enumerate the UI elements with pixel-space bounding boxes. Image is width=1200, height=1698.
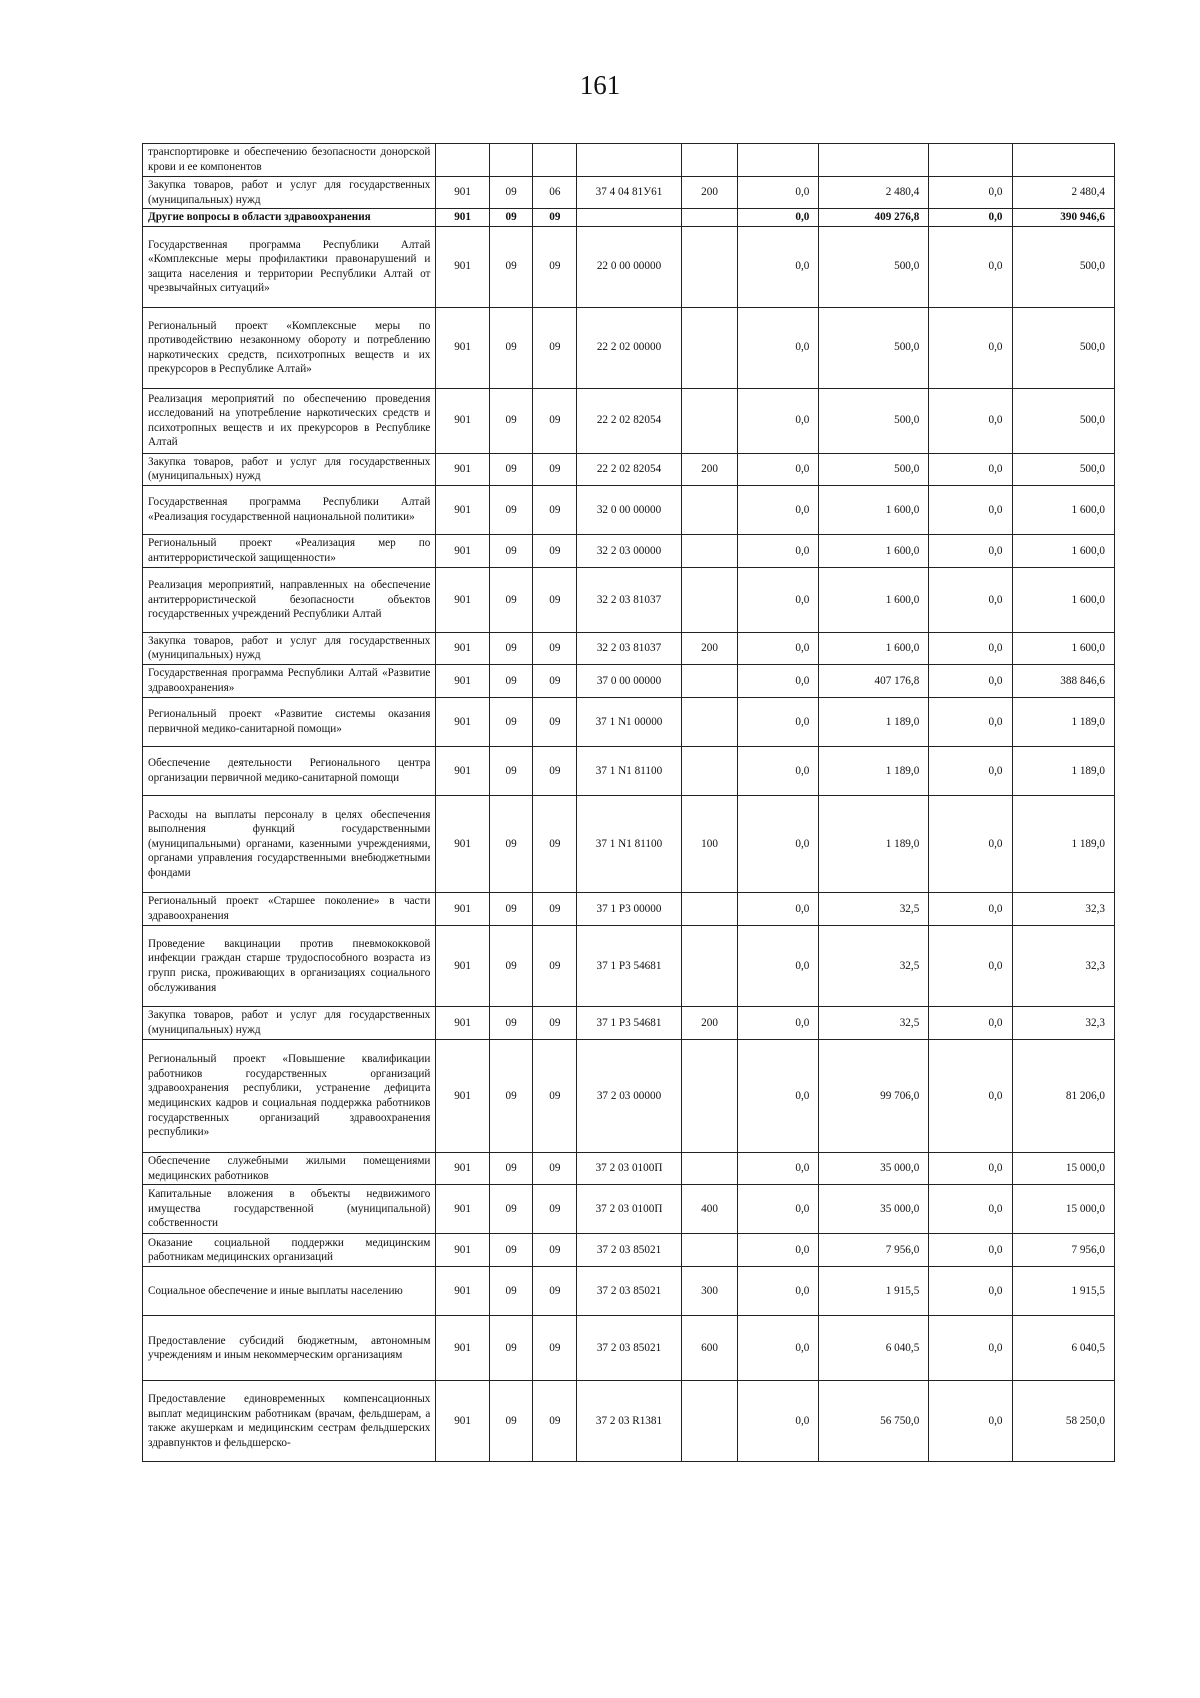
table-row: [143, 746, 1115, 795]
subsection-code: 09: [533, 534, 577, 567]
target-article-code: 37 2 03 0100П: [577, 1185, 682, 1234]
target-article-code: 22 2 02 82054: [577, 453, 682, 485]
ministry-code: 901: [436, 1267, 489, 1316]
table-body: [143, 144, 1115, 1462]
target-article-code: 22 0 00 00000: [577, 226, 682, 307]
row-name: Региональный проект «Развитие системы оказания первичной медико-санитарной помощи»: [143, 697, 436, 746]
amount-col-2: 1 600,0: [819, 485, 929, 534]
section-code: 09: [489, 388, 533, 453]
row-name: Другие вопросы в области здравоохранения: [143, 209, 436, 227]
ministry-code: 901: [436, 1234, 489, 1267]
ministry-code: [436, 144, 489, 177]
amount-col-1: 0,0: [738, 1039, 819, 1152]
expense-type-code: 300: [681, 1267, 738, 1316]
amount-col-3: 0,0: [929, 632, 1012, 664]
amount-col-3: 0,0: [929, 892, 1012, 925]
subsection-code: 09: [533, 388, 577, 453]
target-article-code: 37 2 03 85021: [577, 1316, 682, 1381]
amount-col-2: [819, 144, 929, 177]
table-row: [143, 388, 1115, 453]
subsection-code: [533, 144, 577, 177]
ministry-code: 901: [436, 177, 489, 209]
target-article-code: 32 0 00 00000: [577, 485, 682, 534]
amount-col-4: 500,0: [1012, 226, 1115, 307]
amount-col-3: 0,0: [929, 1381, 1012, 1462]
amount-col-4: 7 956,0: [1012, 1234, 1115, 1267]
subsection-code: 09: [533, 307, 577, 388]
amount-col-4: 1 600,0: [1012, 567, 1115, 632]
amount-col-1: 0,0: [738, 1381, 819, 1462]
row-name: Реализация мероприятий по обеспечению проведения исследований на употребление наркотических средств и психотропных веществ и их прекурсоров в Республике Алтай: [143, 388, 436, 453]
expense-type-code: 400: [681, 1185, 738, 1234]
amount-col-3: 0,0: [929, 534, 1012, 567]
expense-type-code: [681, 1152, 738, 1184]
amount-col-3: 0,0: [929, 1039, 1012, 1152]
row-name: Закупка товаров, работ и услуг для государственных (муниципальных) нужд: [143, 1006, 436, 1039]
amount-col-3: 0,0: [929, 177, 1012, 209]
expense-type-code: [681, 697, 738, 746]
table-row: [143, 1316, 1115, 1381]
table-row: [143, 567, 1115, 632]
amount-col-4: 500,0: [1012, 388, 1115, 453]
ministry-code: 901: [436, 534, 489, 567]
amount-col-1: 0,0: [738, 664, 819, 697]
amount-col-1: 0,0: [738, 892, 819, 925]
amount-col-4: 1 189,0: [1012, 697, 1115, 746]
amount-col-3: 0,0: [929, 485, 1012, 534]
target-article-code: 37 2 03 0100П: [577, 1152, 682, 1184]
amount-col-1: [738, 144, 819, 177]
amount-col-1: 0,0: [738, 746, 819, 795]
target-article-code: 37 1 P3 00000: [577, 892, 682, 925]
amount-col-2: 500,0: [819, 388, 929, 453]
row-name: Оказание социальной поддержки медицинским работникам медицинских организаций: [143, 1234, 436, 1267]
row-name: Закупка товаров, работ и услуг для государственных (муниципальных) нужд: [143, 177, 436, 209]
table-row: [143, 485, 1115, 534]
section-code: 09: [489, 795, 533, 892]
section-code: 09: [489, 307, 533, 388]
table-row: [143, 1152, 1115, 1184]
row-name: Социальное обеспечение и иные выплаты населению: [143, 1267, 436, 1316]
table-row: [143, 892, 1115, 925]
amount-col-3: 0,0: [929, 697, 1012, 746]
amount-col-4: 500,0: [1012, 307, 1115, 388]
ministry-code: 901: [436, 746, 489, 795]
section-code: 09: [489, 697, 533, 746]
amount-col-4: 1 600,0: [1012, 632, 1115, 664]
row-name: Расходы на выплаты персоналу в целях обеспечения выполнения функций государственными (муниципальными) органами, казенными учреждениями, органами управления государственными внебюджетными фондами: [143, 795, 436, 892]
amount-col-2: 1 600,0: [819, 632, 929, 664]
target-article-code: 37 0 00 00000: [577, 664, 682, 697]
section-code: 09: [489, 567, 533, 632]
amount-col-2: 1 915,5: [819, 1267, 929, 1316]
ministry-code: 901: [436, 925, 489, 1006]
target-article-code: 32 2 03 81037: [577, 632, 682, 664]
row-name: транспортировке и обеспечению безопасности донорской крови и ее компонентов: [143, 144, 436, 177]
section-code: 09: [489, 746, 533, 795]
section-code: 09: [489, 1152, 533, 1184]
amount-col-1: 0,0: [738, 1185, 819, 1234]
amount-col-4: 15 000,0: [1012, 1185, 1115, 1234]
amount-col-3: 0,0: [929, 1316, 1012, 1381]
subsection-code: 09: [533, 1152, 577, 1184]
amount-col-2: 99 706,0: [819, 1039, 929, 1152]
target-article-code: 37 2 03 85021: [577, 1267, 682, 1316]
amount-col-3: 0,0: [929, 1267, 1012, 1316]
ministry-code: 901: [436, 664, 489, 697]
subsection-code: 09: [533, 632, 577, 664]
expense-type-code: 100: [681, 795, 738, 892]
ministry-code: 901: [436, 1381, 489, 1462]
amount-col-3: 0,0: [929, 567, 1012, 632]
subsection-code: 09: [533, 795, 577, 892]
ministry-code: 901: [436, 1185, 489, 1234]
section-code: 09: [489, 177, 533, 209]
subsection-code: 09: [533, 697, 577, 746]
subsection-code: 09: [533, 485, 577, 534]
expense-type-code: [681, 209, 738, 227]
amount-col-1: 0,0: [738, 567, 819, 632]
subsection-code: 09: [533, 1316, 577, 1381]
table-row: [143, 1039, 1115, 1152]
amount-col-2: 1 189,0: [819, 697, 929, 746]
amount-col-3: 0,0: [929, 209, 1012, 227]
subsection-code: 09: [533, 1267, 577, 1316]
amount-col-4: 390 946,6: [1012, 209, 1115, 227]
target-article-code: 37 2 03 00000: [577, 1039, 682, 1152]
section-code: 09: [489, 226, 533, 307]
amount-col-2: 500,0: [819, 226, 929, 307]
section-code: 09: [489, 1316, 533, 1381]
expense-type-code: 200: [681, 632, 738, 664]
amount-col-4: 32,3: [1012, 925, 1115, 1006]
ministry-code: 901: [436, 1152, 489, 1184]
section-code: 09: [489, 1039, 533, 1152]
target-article-code: 37 2 03 85021: [577, 1234, 682, 1267]
row-name: Региональный проект «Повышение квалификации работников государственных организаций здравоохранения республики, устранение дефицита медицинских кадров и социальная поддержка работников государственных организаций здравоохранения республики»: [143, 1039, 436, 1152]
row-name: Закупка товаров, работ и услуг для государственных (муниципальных) нужд: [143, 453, 436, 485]
amount-col-3: 0,0: [929, 925, 1012, 1006]
target-article-code: 32 2 03 81037: [577, 567, 682, 632]
amount-col-1: 0,0: [738, 1316, 819, 1381]
ministry-code: 901: [436, 453, 489, 485]
row-name: Государственная программа Республики Алтай «Реализация государственной национальной политики»: [143, 485, 436, 534]
expense-type-code: 200: [681, 1006, 738, 1039]
table-row: [143, 226, 1115, 307]
amount-col-1: 0,0: [738, 795, 819, 892]
target-article-code: 32 2 03 00000: [577, 534, 682, 567]
amount-col-2: 6 040,5: [819, 1316, 929, 1381]
ministry-code: 901: [436, 1006, 489, 1039]
amount-col-1: 0,0: [738, 226, 819, 307]
amount-col-4: 1 189,0: [1012, 746, 1115, 795]
ministry-code: 901: [436, 485, 489, 534]
expense-type-code: [681, 485, 738, 534]
expense-type-code: [681, 925, 738, 1006]
expense-type-code: [681, 567, 738, 632]
subsection-code: 09: [533, 567, 577, 632]
amount-col-1: 0,0: [738, 1267, 819, 1316]
table-row: [143, 1267, 1115, 1316]
row-name: Государственная программа Республики Алтай «Развитие здравоохранения»: [143, 664, 436, 697]
expense-type-code: 200: [681, 453, 738, 485]
table-row: [143, 632, 1115, 664]
amount-col-3: [929, 144, 1012, 177]
ministry-code: 901: [436, 567, 489, 632]
table-row: [143, 795, 1115, 892]
table-row: [143, 177, 1115, 209]
row-name: Проведение вакцинации против пневмококковой инфекции граждан старше трудоспособного возраста из групп риска, проживающих в организациях социального обслуживания: [143, 925, 436, 1006]
amount-col-3: 0,0: [929, 307, 1012, 388]
expense-type-code: [681, 144, 738, 177]
table-row: [143, 144, 1115, 177]
amount-col-2: 500,0: [819, 453, 929, 485]
target-article-code: [577, 144, 682, 177]
section-code: 09: [489, 453, 533, 485]
amount-col-2: 56 750,0: [819, 1381, 929, 1462]
section-code: 09: [489, 1267, 533, 1316]
target-article-code: 37 1 P3 54681: [577, 925, 682, 1006]
page-number: 161: [579, 70, 621, 100]
amount-col-4: 1 600,0: [1012, 485, 1115, 534]
row-name: Обеспечение служебными жилыми помещениями медицинских работников: [143, 1152, 436, 1184]
target-article-code: [577, 209, 682, 227]
amount-col-2: 2 480,4: [819, 177, 929, 209]
section-code: 09: [489, 534, 533, 567]
target-article-code: 37 1 N1 00000: [577, 697, 682, 746]
section-code: 09: [489, 485, 533, 534]
amount-col-1: 0,0: [738, 534, 819, 567]
amount-col-3: 0,0: [929, 388, 1012, 453]
subsection-code: 09: [533, 453, 577, 485]
section-code: 09: [489, 1234, 533, 1267]
section-code: 09: [489, 1185, 533, 1234]
subsection-code: 09: [533, 746, 577, 795]
amount-col-4: 6 040,5: [1012, 1316, 1115, 1381]
target-article-code: 37 1 N1 81100: [577, 795, 682, 892]
amount-col-4: 500,0: [1012, 453, 1115, 485]
ministry-code: 901: [436, 1316, 489, 1381]
subsection-code: 09: [533, 664, 577, 697]
amount-col-2: 35 000,0: [819, 1152, 929, 1184]
subsection-code: 09: [533, 1234, 577, 1267]
expense-type-code: [681, 746, 738, 795]
expense-type-code: [681, 388, 738, 453]
amount-col-2: 409 276,8: [819, 209, 929, 227]
amount-col-1: 0,0: [738, 697, 819, 746]
target-article-code: 37 1 N1 81100: [577, 746, 682, 795]
amount-col-1: 0,0: [738, 177, 819, 209]
amount-col-1: 0,0: [738, 388, 819, 453]
expense-type-code: [681, 892, 738, 925]
amount-col-2: 32,5: [819, 1006, 929, 1039]
section-code: 09: [489, 209, 533, 227]
table-row: [143, 453, 1115, 485]
row-name: Реализация мероприятий, направленных на обеспечение антитеррористической безопасности объектов государственных учреждений Республики Алтай: [143, 567, 436, 632]
amount-col-3: 0,0: [929, 1152, 1012, 1184]
amount-col-2: 32,5: [819, 892, 929, 925]
amount-col-3: 0,0: [929, 1185, 1012, 1234]
amount-col-4: 58 250,0: [1012, 1381, 1115, 1462]
amount-col-4: 15 000,0: [1012, 1152, 1115, 1184]
table-row: [143, 1234, 1115, 1267]
ministry-code: 901: [436, 795, 489, 892]
table-row: [143, 1185, 1115, 1234]
amount-col-2: 1 600,0: [819, 567, 929, 632]
ministry-code: 901: [436, 1039, 489, 1152]
target-article-code: 37 1 P3 54681: [577, 1006, 682, 1039]
section-code: 09: [489, 664, 533, 697]
row-name: Предоставление единовременных компенсационных выплат медицинским работникам (врачам, фельдшерам, а также акушеркам и медицинским сестрам фельдшерских здравпунктов и фельдшерско-: [143, 1381, 436, 1462]
amount-col-2: 1 189,0: [819, 795, 929, 892]
ministry-code: 901: [436, 892, 489, 925]
expense-type-code: [681, 1381, 738, 1462]
amount-col-1: 0,0: [738, 1152, 819, 1184]
table-row: [143, 534, 1115, 567]
table-row: [143, 1006, 1115, 1039]
amount-col-4: 32,3: [1012, 1006, 1115, 1039]
section-code: 09: [489, 892, 533, 925]
table-row: [143, 307, 1115, 388]
ministry-code: 901: [436, 307, 489, 388]
subsection-code: 09: [533, 226, 577, 307]
amount-col-4: 388 846,6: [1012, 664, 1115, 697]
section-code: 09: [489, 1381, 533, 1462]
amount-col-2: 7 956,0: [819, 1234, 929, 1267]
row-name: Региональный проект «Старшее поколение» в части здравоохранения: [143, 892, 436, 925]
row-name: Капитальные вложения в объекты недвижимого имущества государственной (муниципальной) собственности: [143, 1185, 436, 1234]
amount-col-1: 0,0: [738, 453, 819, 485]
subsection-code: 09: [533, 1381, 577, 1462]
table-row: [143, 209, 1115, 227]
amount-col-4: 1 189,0: [1012, 795, 1115, 892]
expense-type-code: [681, 226, 738, 307]
amount-col-3: 0,0: [929, 795, 1012, 892]
amount-col-1: 0,0: [738, 632, 819, 664]
section-code: 09: [489, 632, 533, 664]
expense-type-code: [681, 1039, 738, 1152]
ministry-code: 901: [436, 226, 489, 307]
subsection-code: 09: [533, 209, 577, 227]
amount-col-4: 1 915,5: [1012, 1267, 1115, 1316]
amount-col-3: 0,0: [929, 453, 1012, 485]
amount-col-4: [1012, 144, 1115, 177]
section-code: 09: [489, 925, 533, 1006]
ministry-code: 901: [436, 697, 489, 746]
ministry-code: 901: [436, 209, 489, 227]
subsection-code: 09: [533, 1185, 577, 1234]
row-name: Государственная программа Республики Алтай «Комплексные меры профилактики правонарушений и защита населения и территории Республики Алтай от чрезвычайных ситуаций»: [143, 226, 436, 307]
amount-col-4: 1 600,0: [1012, 534, 1115, 567]
amount-col-2: 32,5: [819, 925, 929, 1006]
budget-table: [142, 143, 1115, 1462]
amount-col-1: 0,0: [738, 1234, 819, 1267]
amount-col-1: 0,0: [738, 209, 819, 227]
target-article-code: 37 4 04 81У61: [577, 177, 682, 209]
row-name: Обеспечение деятельности Регионального центра организации первичной медико-санитарной помощи: [143, 746, 436, 795]
amount-col-2: 1 600,0: [819, 534, 929, 567]
table-row: [143, 925, 1115, 1006]
amount-col-2: 1 189,0: [819, 746, 929, 795]
amount-col-3: 0,0: [929, 664, 1012, 697]
subsection-code: 09: [533, 892, 577, 925]
section-code: 09: [489, 1006, 533, 1039]
ministry-code: 901: [436, 388, 489, 453]
amount-col-4: 2 480,4: [1012, 177, 1115, 209]
expense-type-code: [681, 664, 738, 697]
subsection-code: 09: [533, 1039, 577, 1152]
row-name: Предоставление субсидий бюджетным, автономным учреждениям и иным некоммерческим организациям: [143, 1316, 436, 1381]
section-code: [489, 144, 533, 177]
row-name: Региональный проект «Комплексные меры по противодействию незаконному обороту и потреблению наркотических средств, психотропных веществ и их прекурсоров в Республике Алтай»: [143, 307, 436, 388]
amount-col-3: 0,0: [929, 1234, 1012, 1267]
amount-col-4: 32,3: [1012, 892, 1115, 925]
amount-col-1: 0,0: [738, 1006, 819, 1039]
target-article-code: 22 2 02 00000: [577, 307, 682, 388]
table-row: [143, 1381, 1115, 1462]
amount-col-2: 500,0: [819, 307, 929, 388]
expense-type-code: 600: [681, 1316, 738, 1381]
subsection-code: 09: [533, 1006, 577, 1039]
expense-type-code: 200: [681, 177, 738, 209]
amount-col-1: 0,0: [738, 485, 819, 534]
amount-col-2: 407 176,8: [819, 664, 929, 697]
target-article-code: 37 2 03 R1381: [577, 1381, 682, 1462]
table-row: [143, 664, 1115, 697]
table-row: [143, 697, 1115, 746]
amount-col-3: 0,0: [929, 226, 1012, 307]
target-article-code: 22 2 02 82054: [577, 388, 682, 453]
amount-col-3: 0,0: [929, 1006, 1012, 1039]
row-name: Региональный проект «Реализация мер по антитеррористической защищенности»: [143, 534, 436, 567]
amount-col-4: 81 206,0: [1012, 1039, 1115, 1152]
amount-col-1: 0,0: [738, 307, 819, 388]
amount-col-3: 0,0: [929, 746, 1012, 795]
amount-col-1: 0,0: [738, 925, 819, 1006]
row-name: Закупка товаров, работ и услуг для государственных (муниципальных) нужд: [143, 632, 436, 664]
expense-type-code: [681, 307, 738, 388]
subsection-code: 09: [533, 925, 577, 1006]
subsection-code: 06: [533, 177, 577, 209]
expense-type-code: [681, 534, 738, 567]
expense-type-code: [681, 1234, 738, 1267]
ministry-code: 901: [436, 632, 489, 664]
amount-col-2: 35 000,0: [819, 1185, 929, 1234]
